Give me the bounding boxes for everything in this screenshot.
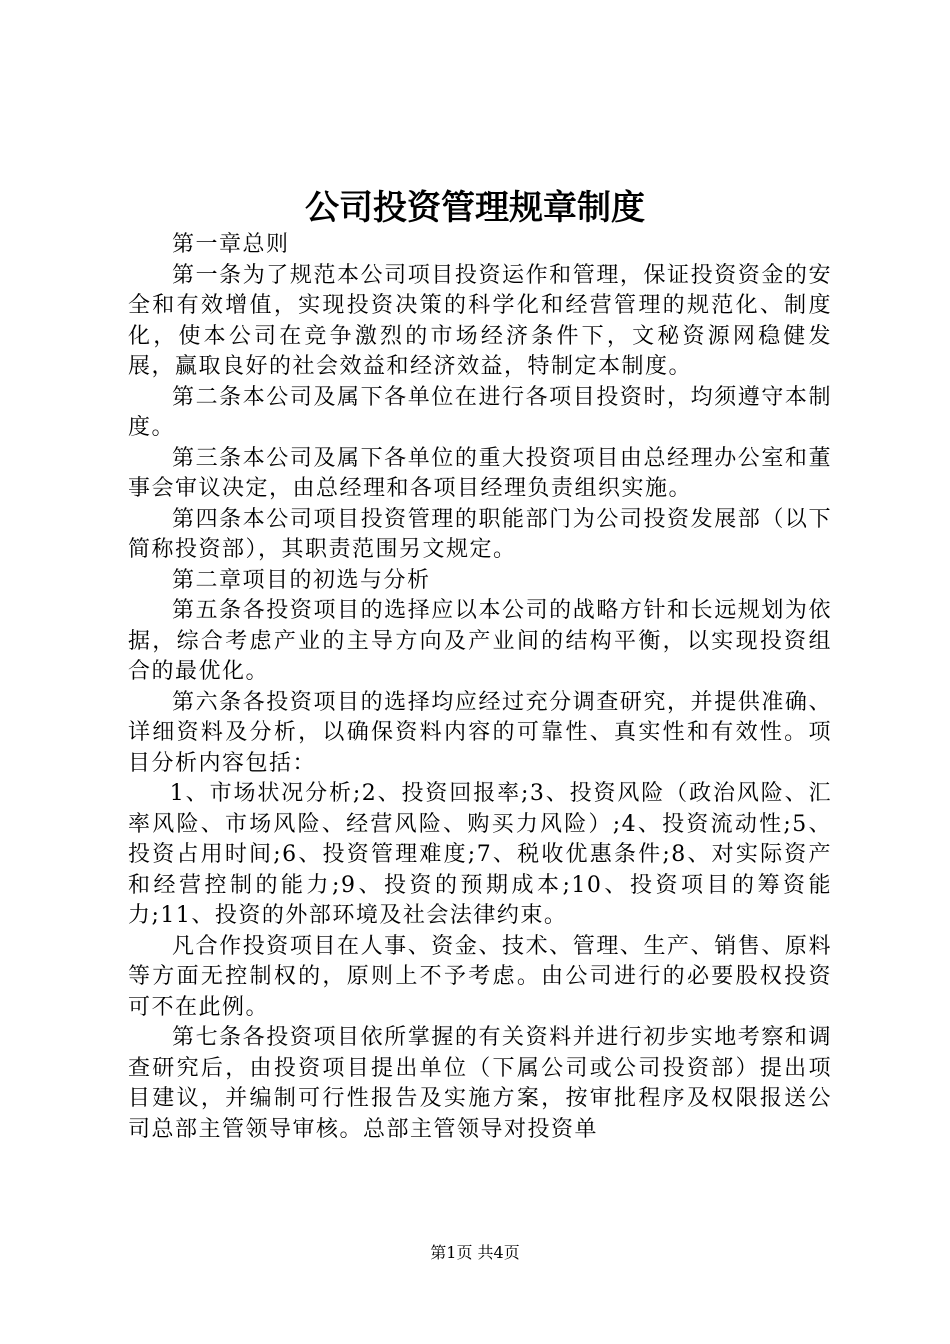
article-paragraph: 第七条各投资项目依所掌握的有关资料并进行初步实地考察和调查研究后，由投资项目提出单位（下属公司或公司投资部）提出项目建议，并编制可行性报告及实施方案，按审批程序及权限报送公司总部主管领导审核。总部主管领导对投资单: [128, 1025, 832, 1142]
document-title: 公司投资管理规章制度: [305, 188, 645, 228]
chapter-heading: 第一章总则: [172, 232, 290, 257]
document-body: [128, 230, 832, 1145]
article-paragraph: 第四条本公司项目投资管理的职能部门为公司投资发展部（以下简称投资部），其职责范围另文规定。: [128, 506, 832, 562]
list-paragraph: 1、市场状况分析;2、投资回报率;3、投资风险（政治风险、汇率风险、市场风险、经营风险、购买力风险）;4、投资流动性;5、投资占用时间;6、投资管理难度;7、税收优惠条件;8、对实际资产和经营控制的能力;9、投资的预期成本;10、投资项目的筹资能力;11、投资的外部环境及社会法律约束。: [128, 781, 832, 928]
page-footer: 第1页 共4页: [430, 1243, 520, 1262]
article-paragraph: 第六条各投资项目的选择均应经过充分调查研究，并提供准确、详细资料及分析，以确保资料内容的可靠性、真实性和有效性。项目分析内容包括：: [128, 689, 832, 776]
article-paragraph: 第二条本公司及属下各单位在进行各项目投资时，均须遵守本制度。: [128, 384, 832, 440]
article-paragraph: 第三条本公司及属下各单位的重大投资项目由总经理办公室和董事会审议决定，由总经理和各项目经理负责组织实施。: [128, 445, 832, 501]
article-paragraph: 第五条各投资项目的选择应以本公司的战略方针和长远规划为依据，综合考虑产业的主导方向及产业间的结构平衡，以实现投资组合的最优化。: [128, 598, 832, 684]
chapter-heading: 第二章项目的初选与分析: [172, 567, 431, 593]
article-paragraph: 第一条为了规范本公司项目投资运作和管理，保证投资资金的安全和有效增值，实现投资决策的科学化和经营管理的规范化、制度化，使本公司在竞争激烈的市场经济条件下，文秘资源网稳健发展，赢取良好的社会效益和经济效益，特制定本制度。: [128, 262, 832, 379]
article-paragraph: 凡合作投资项目在人事、资金、技术、管理、生产、销售、原料等方面无控制权的，原则上不予考虑。由公司进行的必要股权投资可不在此例。: [128, 933, 832, 1020]
